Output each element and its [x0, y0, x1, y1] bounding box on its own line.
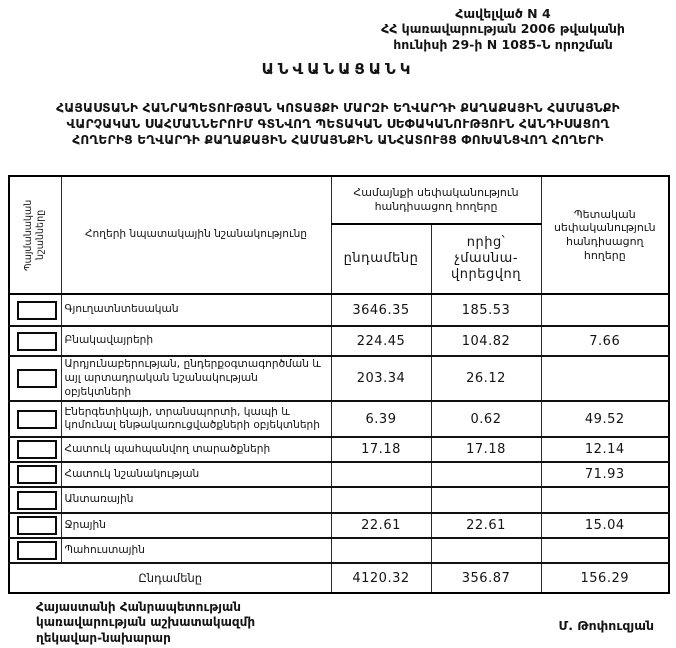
community-total-value: 22.61: [331, 513, 431, 538]
footer-office-block: [36, 600, 255, 646]
annex-header-line-2: ՀՀ կառավարության 2006 թվականի: [381, 21, 625, 37]
table-total-row: [9, 563, 669, 593]
legend-swatch: [17, 369, 57, 388]
community-total-value: [331, 487, 431, 513]
symbol-cell: [9, 401, 61, 437]
symbol-cell: [9, 326, 61, 356]
symbol-cell: [9, 462, 61, 487]
intro-paragraph: [0, 100, 676, 149]
legend-swatch: [17, 301, 57, 320]
symbol-cell: [9, 437, 61, 462]
land-category-name: Գյուղատնտեսական: [61, 294, 331, 326]
land-category-name: Էներգետիկայի, տրանսպորտի, կապի և կոմունալ ենթակառուցվածքների օբյեկտների: [61, 401, 331, 437]
community-total-value: [331, 538, 431, 563]
symbol-cell: [9, 487, 61, 513]
state-value: 15.04: [541, 513, 669, 538]
state-value: [541, 294, 669, 326]
annex-header-line-3: հունիսի 29-ի N 1085-Ն որոշման: [393, 36, 613, 52]
legend-swatch: [17, 491, 57, 510]
column-header-symbol-label: Պայմանական նշանները: [23, 199, 47, 271]
legend-swatch: [17, 440, 57, 459]
signature-name: Մ. Թոփուզյան: [558, 618, 654, 633]
table-row-protected-areas: [9, 437, 669, 462]
legend-swatch: [17, 332, 57, 351]
table-row-infrastructure: [9, 401, 669, 437]
column-header-community-group: Համայնքի սեփականություն հանդիսացող հողերը: [331, 176, 541, 224]
land-category-name: Հատուկ պահպանվող տարածքների: [61, 437, 331, 462]
table-row-forest: [9, 487, 669, 513]
non-privatized-value: 104.82: [431, 326, 541, 356]
non-privatized-value: 22.61: [431, 513, 541, 538]
state-value: 12.14: [541, 437, 669, 462]
community-total-value: 224.45: [331, 326, 431, 356]
total-label: Ընդամենը: [9, 563, 331, 593]
annex-header-line-1: Հավելված N 4: [455, 6, 551, 21]
non-privatized-value: 17.18: [431, 437, 541, 462]
land-category-name: Պահուստային: [61, 538, 331, 563]
land-category-name: Ջրային: [61, 513, 331, 538]
legend-swatch: [17, 465, 57, 484]
non-privatized-value: [431, 462, 541, 487]
annex-header: [338, 6, 668, 52]
legend-swatch: [17, 541, 57, 560]
page-title: ԱՆՎԱՆԱՑԱՆԿ: [261, 60, 415, 78]
symbol-cell: [9, 294, 61, 326]
state-value: [541, 538, 669, 563]
total-community-value: 4120.32: [331, 563, 431, 593]
non-privatized-value: [431, 538, 541, 563]
community-total-value: 6.39: [331, 401, 431, 437]
community-total-value: 17.18: [331, 437, 431, 462]
land-category-name: Հատուկ նշանակության: [61, 462, 331, 487]
community-total-value: 203.34: [331, 356, 431, 401]
state-value: 49.52: [541, 401, 669, 437]
community-total-value: [331, 462, 431, 487]
column-header-state-lands: Պետական սեփականություն հանդիսացող հողերը: [541, 176, 669, 294]
state-value: 7.66: [541, 326, 669, 356]
community-total-value: 3646.35: [331, 294, 431, 326]
table-row-reserve: [9, 538, 669, 563]
footer-line-2: կառավարության աշխատակազմի: [36, 615, 256, 630]
non-privatized-value: 0.62: [431, 401, 541, 437]
footer-line-3: ղեկավար-նախարար: [36, 630, 171, 645]
intro-line-2: ՎԱՐՉԱԿԱՆ ՍԱՀՄԱՆՆԵՐՈՒՄ ԳՏՆՎՈՂ ՊԵՏԱԿԱՆ ՍԵՓԱԿԱՆՈՒԹՅՈՒՆ ՀԱՆԴԻՍԱՑՈՂ: [66, 117, 610, 132]
state-value: [541, 487, 669, 513]
footer-line-1: Հայաստանի Հանրապետության: [36, 600, 241, 614]
total-state-value: 156.29: [541, 563, 669, 593]
column-header-symbol: [9, 176, 61, 294]
non-privatized-value: 185.53: [431, 294, 541, 326]
land-transfer-table: [8, 175, 670, 594]
column-header-land-purpose: Հողերի նպատակային նշանակությունը: [61, 176, 331, 294]
table-row-settlements: [9, 326, 669, 356]
table-row-agricultural: [9, 294, 669, 326]
table-header-row-1: [9, 176, 669, 224]
table-row-special-purpose: [9, 462, 669, 487]
symbol-cell: [9, 513, 61, 538]
land-category-name: Արդյունաբերության, ընդերքօգտագործման և այլ արտադրական նշանակության օբյեկտների: [61, 356, 331, 401]
total-non-privatized-value: 356.87: [431, 563, 541, 593]
non-privatized-value: 26.12: [431, 356, 541, 401]
symbol-cell: [9, 356, 61, 401]
land-category-name: Բնակավայրերի: [61, 326, 331, 356]
vertical-text-wrap: [13, 183, 58, 287]
column-header-total: ընդամենը: [331, 224, 431, 294]
state-value: [541, 356, 669, 401]
legend-swatch: [17, 410, 57, 429]
column-header-non-privatized: որից՝ չմասնավորեցվող: [431, 224, 541, 294]
symbol-cell: [9, 538, 61, 563]
non-privatized-value: [431, 487, 541, 513]
legend-swatch: [17, 516, 57, 535]
intro-line-1: ՀԱՅԱՍՏԱՆԻ ՀԱՆՐԱՊԵՏՈՒԹՅԱՆ ԿՈՏԱՅՔԻ ՄԱՐԶԻ ԵՂՎԱՐԴԻ ՔԱՂԱՔԱՅԻՆ ՀԱՄԱՅՆՔԻ: [56, 101, 620, 115]
state-value: 71.93: [541, 462, 669, 487]
table-row-industrial: [9, 356, 669, 401]
land-category-name: Անտառային: [61, 487, 331, 513]
table-row-water: [9, 513, 669, 538]
intro-line-3: ՀՈՂԵՐԻՑ ԵՂՎԱՐԴԻ ՔԱՂԱՔԱՅԻՆ ՀԱՄԱՅՆՔԻՆ ԱՆՀԱՏՈՒՅՑ ՓՈԽԱՆՑՎՈՂ ՀՈՂԵՐԻ: [72, 133, 604, 148]
